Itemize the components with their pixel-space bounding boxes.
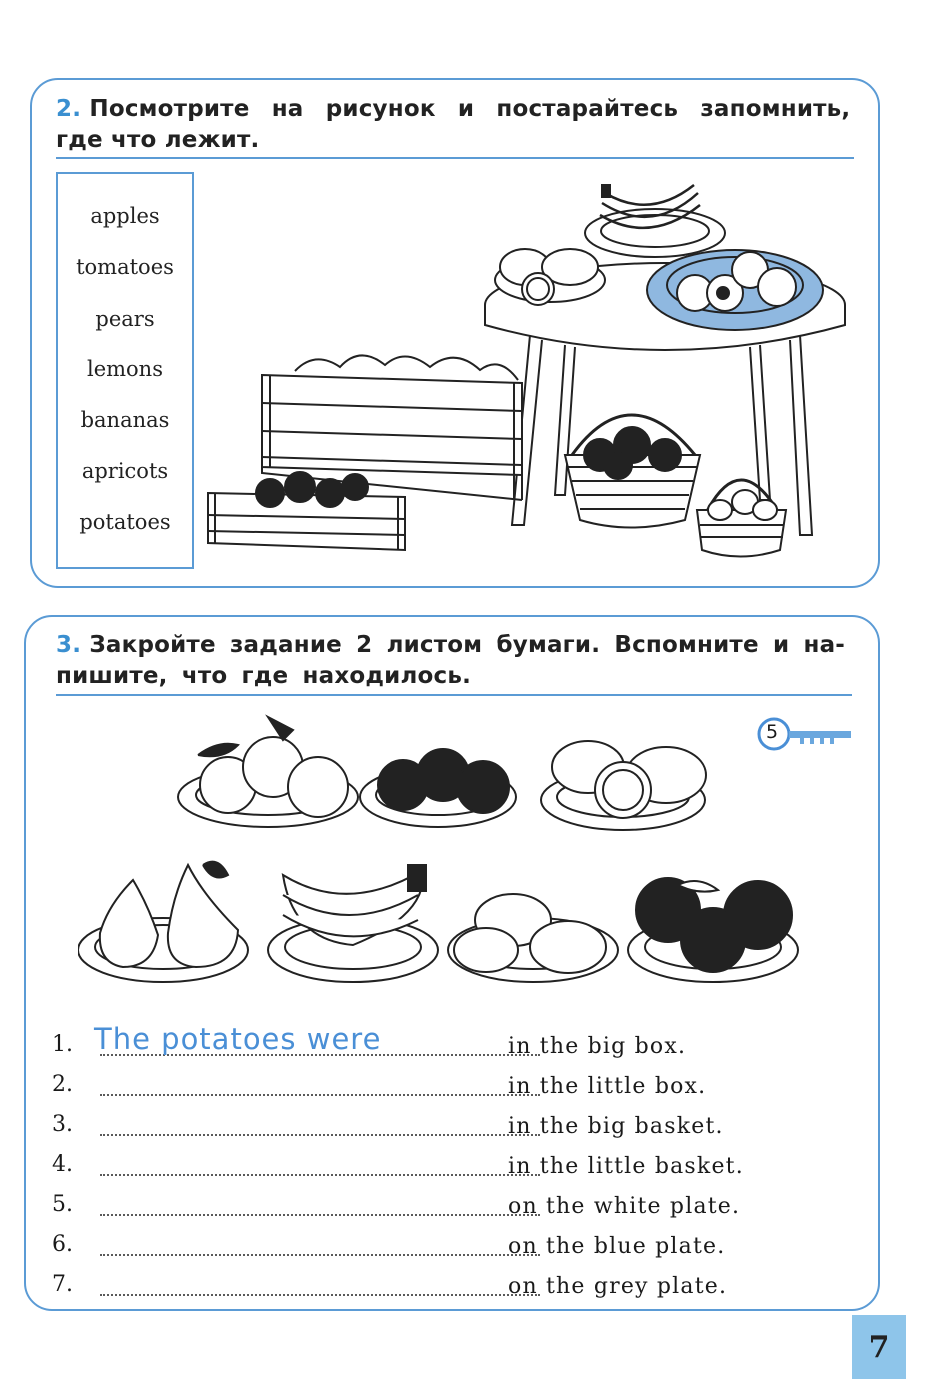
row-phrase: on the grey plate. <box>508 1274 728 1299</box>
key-number: 5 <box>766 721 779 743</box>
answer-row <box>52 1022 812 1064</box>
answer-line[interactable] <box>100 1214 540 1216</box>
row-number: 1. <box>52 1032 73 1057</box>
task-3-number: 3. <box>56 632 82 658</box>
task-2-instruction-line1: Посмотрите на рисунок и постарайтесь запомнить, <box>89 96 851 122</box>
row-phrase: in the little basket. <box>508 1154 744 1179</box>
word-item: potatoes <box>79 510 171 534</box>
answer-row <box>52 1068 812 1104</box>
word-list-box <box>56 172 194 569</box>
answer-row <box>52 1188 812 1224</box>
row-number: 4. <box>52 1152 73 1177</box>
answer-row <box>52 1228 812 1264</box>
row-phrase: in the big box. <box>508 1034 687 1059</box>
answer-line[interactable] <box>100 1174 540 1176</box>
word-item: apples <box>90 204 160 228</box>
task-2-number: 2. <box>56 96 82 122</box>
row-number: 6. <box>52 1232 73 1257</box>
plates-illustration <box>78 705 808 1005</box>
row-number: 2. <box>52 1072 73 1097</box>
task-3-instruction-line2: пишите, что где находилось. <box>56 663 472 689</box>
answer-row <box>52 1108 812 1144</box>
row-phrase: in the little box. <box>508 1074 707 1099</box>
word-item: bananas <box>80 408 170 432</box>
answer-line[interactable] <box>100 1094 540 1096</box>
row-phrase: on the white plate. <box>508 1194 741 1219</box>
row-phrase: in the big basket. <box>508 1114 724 1139</box>
word-item: tomatoes <box>76 255 174 279</box>
task-2-instruction-line2: где что лежит. <box>56 127 260 153</box>
task-2-underline <box>56 157 854 159</box>
task-3-instruction-line1: Закройте задание 2 листом бумаги. Вспомните и на- <box>89 632 846 658</box>
answer-line[interactable] <box>100 1134 540 1136</box>
row-number: 7. <box>52 1272 73 1297</box>
row-phrase: on the blue plate. <box>508 1234 726 1259</box>
page-number: 7 <box>852 1315 906 1379</box>
task-2-heading <box>56 94 856 156</box>
row-number: 5. <box>52 1192 73 1217</box>
answer-row <box>52 1148 812 1184</box>
handwritten-answer: The potatoes were <box>94 1022 382 1056</box>
word-item: lemons <box>86 357 163 381</box>
word-item: apricots <box>81 459 169 483</box>
still-life-illustration <box>200 175 860 575</box>
row-number: 3. <box>52 1112 73 1137</box>
task-3-underline <box>56 694 852 696</box>
word-item: pears <box>95 307 155 331</box>
answer-line[interactable] <box>100 1294 540 1296</box>
answer-line[interactable] <box>100 1254 540 1256</box>
task-3-heading <box>56 630 856 692</box>
answer-row <box>52 1268 812 1304</box>
